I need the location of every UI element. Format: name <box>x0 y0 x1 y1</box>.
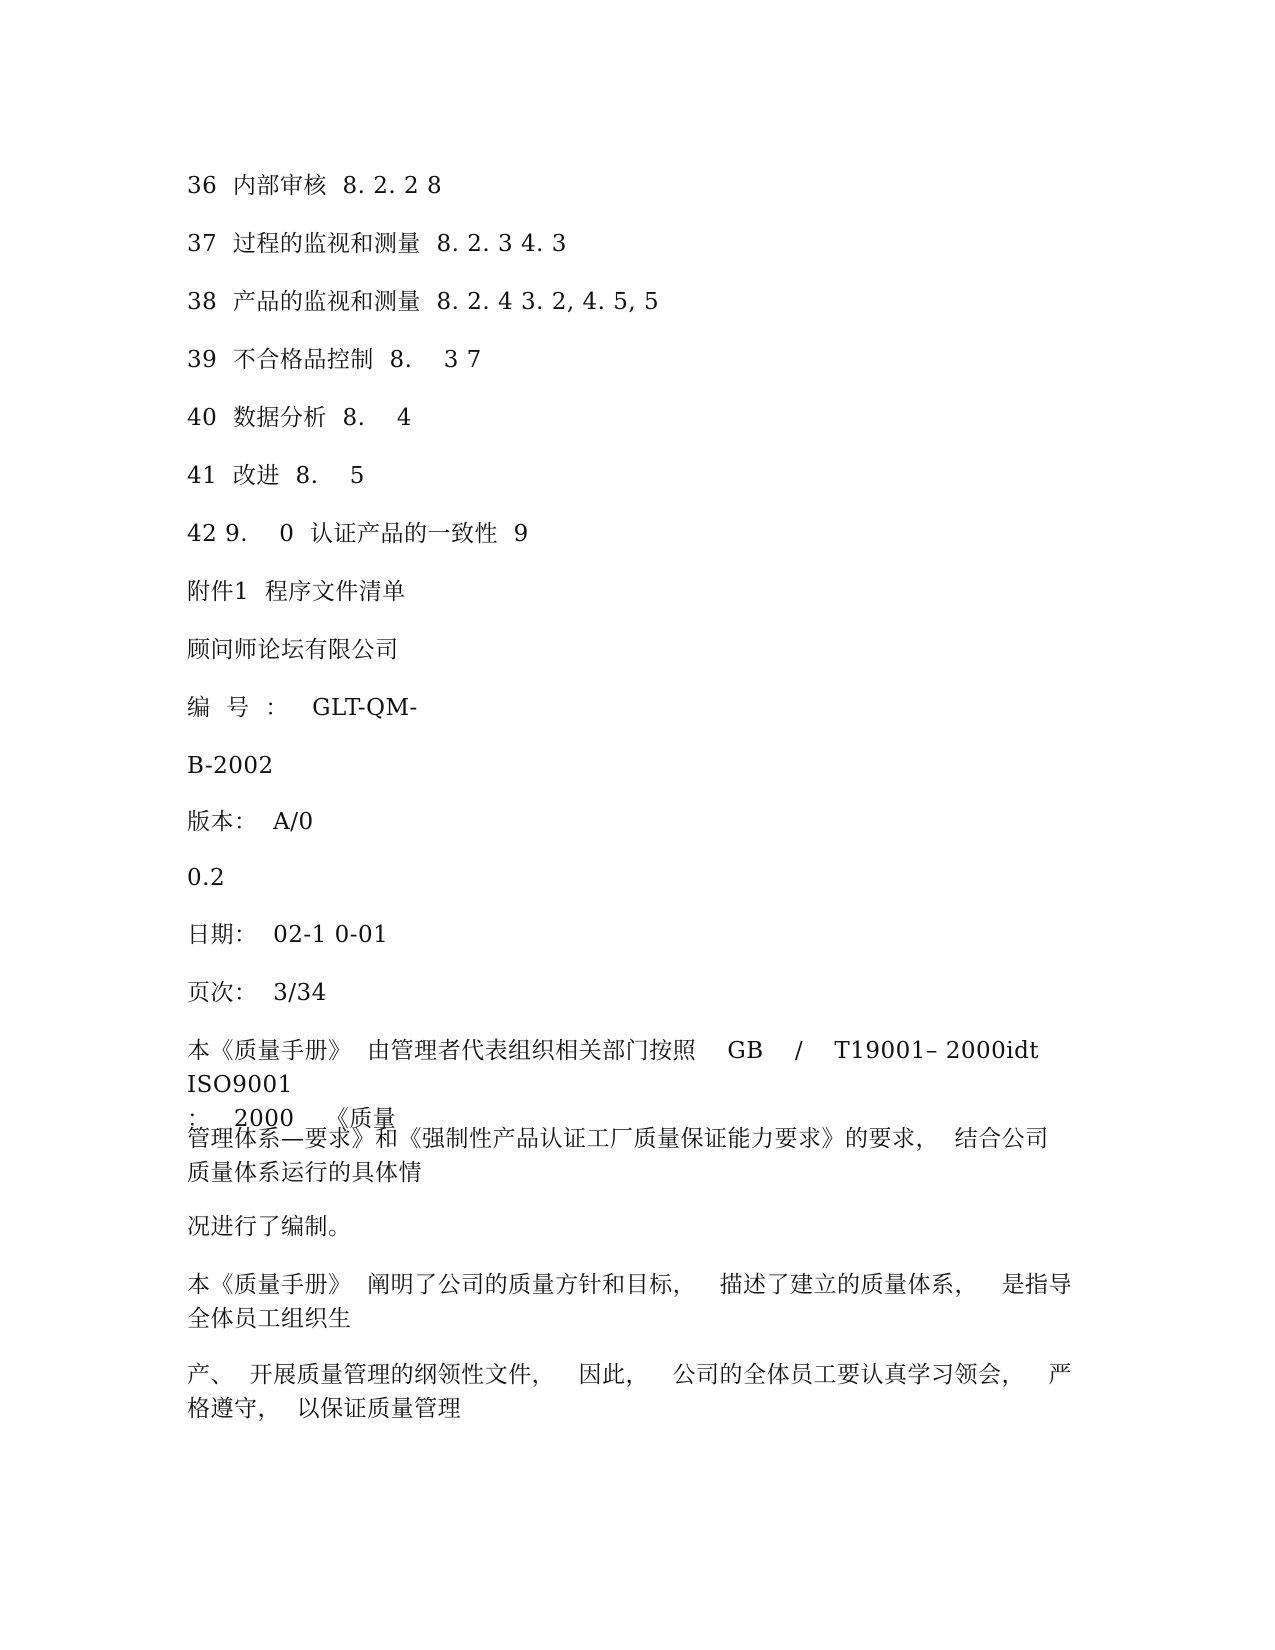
toc-entry-36: 36 内部审核 8. 2. 2 8 <box>187 173 443 199</box>
toc-entry-39: 39 不合格品控制 8. 3 7 <box>187 347 482 373</box>
company-name: 顾问师论坛有限公司 <box>187 637 399 663</box>
body-paragraph-1: 本《质量手册》 由管理者代表组织相关部门按照 GB / T19001– 2000idt ISO9001 ： 2000 《质量 <box>187 1038 1040 1132</box>
doc-version-line1: 版本： A/0 <box>187 809 314 835</box>
toc-entry-42: 42 9. 0 认证产品的一致性 9 <box>187 521 529 547</box>
doc-page-count: 页次： 3/34 <box>187 980 327 1006</box>
body-paragraph-3: 况进行了编制。 <box>187 1214 352 1240</box>
toc-entry-41: 41 改进 8. 5 <box>187 463 365 489</box>
body-paragraph-5: 产、 开展质量管理的纲领性文件， 因此， 公司的全体员工要认真学习领会， 严 格遵守， 以保证质量管理 <box>187 1362 1072 1422</box>
doc-number-line2: B-2002 <box>187 753 274 779</box>
body-paragraph-4: 本《质量手册》 阐明了公司的质量方针和目标， 描述了建立的质量体系， 是指导 全体员工组织生 <box>187 1272 1072 1332</box>
doc-date: 日期： 02-1 0-01 <box>187 922 389 948</box>
doc-number-line1: 编 号 ： GLT-QM- <box>187 695 418 721</box>
appendix-title: 附件1 程序文件清单 <box>187 579 406 605</box>
toc-entry-38: 38 产品的监视和测量 8. 2. 4 3. 2, 4. 5, 5 <box>187 289 660 315</box>
toc-entry-37: 37 过程的监视和测量 8. 2. 3 4. 3 <box>187 231 567 257</box>
doc-version-line2: 0.2 <box>187 865 226 891</box>
toc-entry-40: 40 数据分析 8. 4 <box>187 405 412 431</box>
body-paragraph-2: 管理体系—要求》和《强制性产品认证工厂质量保证能力要求》的要求， 结合公司 质量体系运行的具体情 <box>187 1126 1049 1186</box>
